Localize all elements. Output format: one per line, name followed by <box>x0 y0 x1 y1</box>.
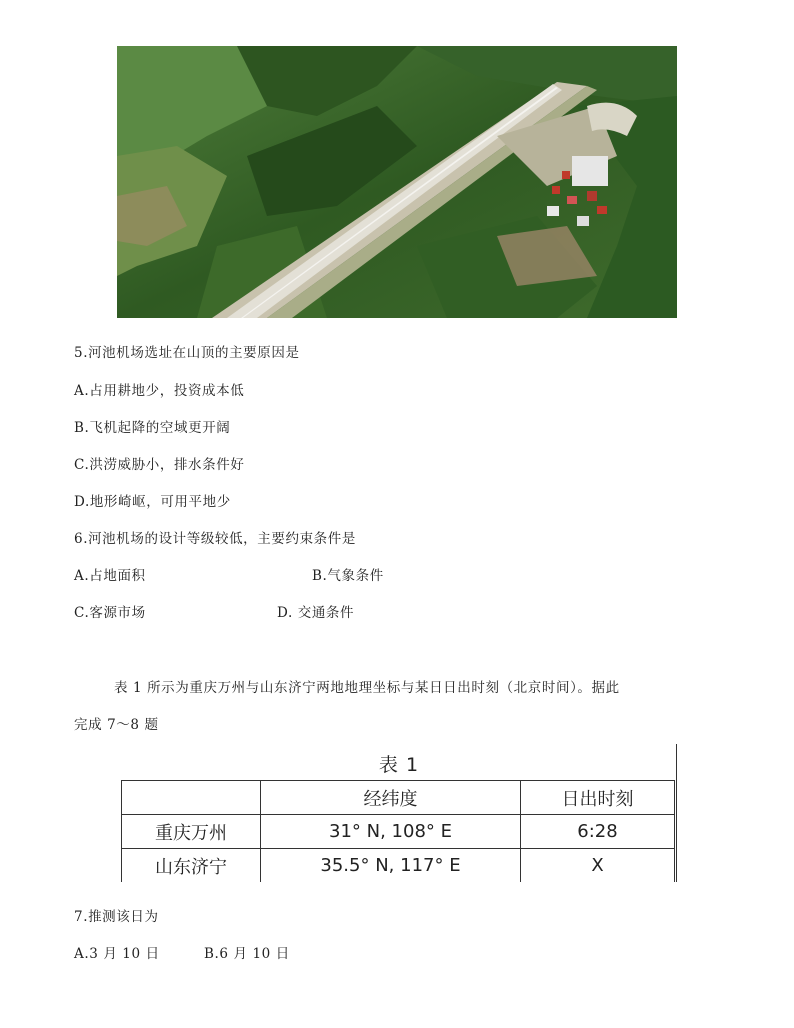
row-1-sunrise: 6:28 <box>521 815 675 849</box>
header-cell-sunrise: 日出时刻 <box>521 781 675 815</box>
question-5-option-a: A.占用耕地少，投资成本低 <box>74 383 245 399</box>
question-6-option-a: A.占地面积 <box>74 568 146 584</box>
table-caption: 表 1 <box>378 754 420 776</box>
question-5-option-d: D.地形崎岖，可用平地少 <box>74 494 231 510</box>
row-2-sunrise: X <box>521 849 675 883</box>
question-6-option-b: B.气象条件 <box>312 568 384 584</box>
table-1 <box>121 744 677 882</box>
question-5-stem: 5.河池机场选址在山顶的主要原因是 <box>74 345 300 361</box>
question-5-option-c: C.洪涝威胁小，排水条件好 <box>74 457 245 473</box>
question-7-stem: 7.推测该日为 <box>74 909 159 925</box>
row-1-place: 重庆万州 <box>122 815 261 849</box>
intro-line-2: 完成 7～8 题 <box>74 717 159 733</box>
table-row <box>122 815 675 849</box>
question-6-option-d: D. 交通条件 <box>277 605 355 621</box>
header-cell-empty <box>122 781 261 815</box>
row-1-coordinates: 31° N, 108° E <box>261 815 521 849</box>
table-intro-paragraph <box>74 670 724 744</box>
question-5-option-b: B.飞机起降的空域更开阔 <box>74 420 231 436</box>
question-6-option-c: C.客源市场 <box>74 605 146 621</box>
table-row <box>122 849 675 883</box>
row-2-place: 山东济宁 <box>122 849 261 883</box>
airport-aerial-photo <box>117 46 677 318</box>
data-table <box>121 780 675 882</box>
header-cell-coordinates: 经纬度 <box>261 781 521 815</box>
intro-line-1: 表 1 所示为重庆万州与山东济宁两地地理坐标与某日日出时刻（北京时间）。据此 <box>114 680 620 696</box>
row-2-coordinates: 35.5° N, 117° E <box>261 849 521 883</box>
question-7-option-b: B.6 月 10 日 <box>204 946 290 962</box>
question-7-option-a: A.3 月 10 日 <box>74 946 160 962</box>
table-header-row <box>122 781 675 815</box>
question-6-stem: 6.河池机场的设计等级较低，主要约束条件是 <box>74 531 356 547</box>
